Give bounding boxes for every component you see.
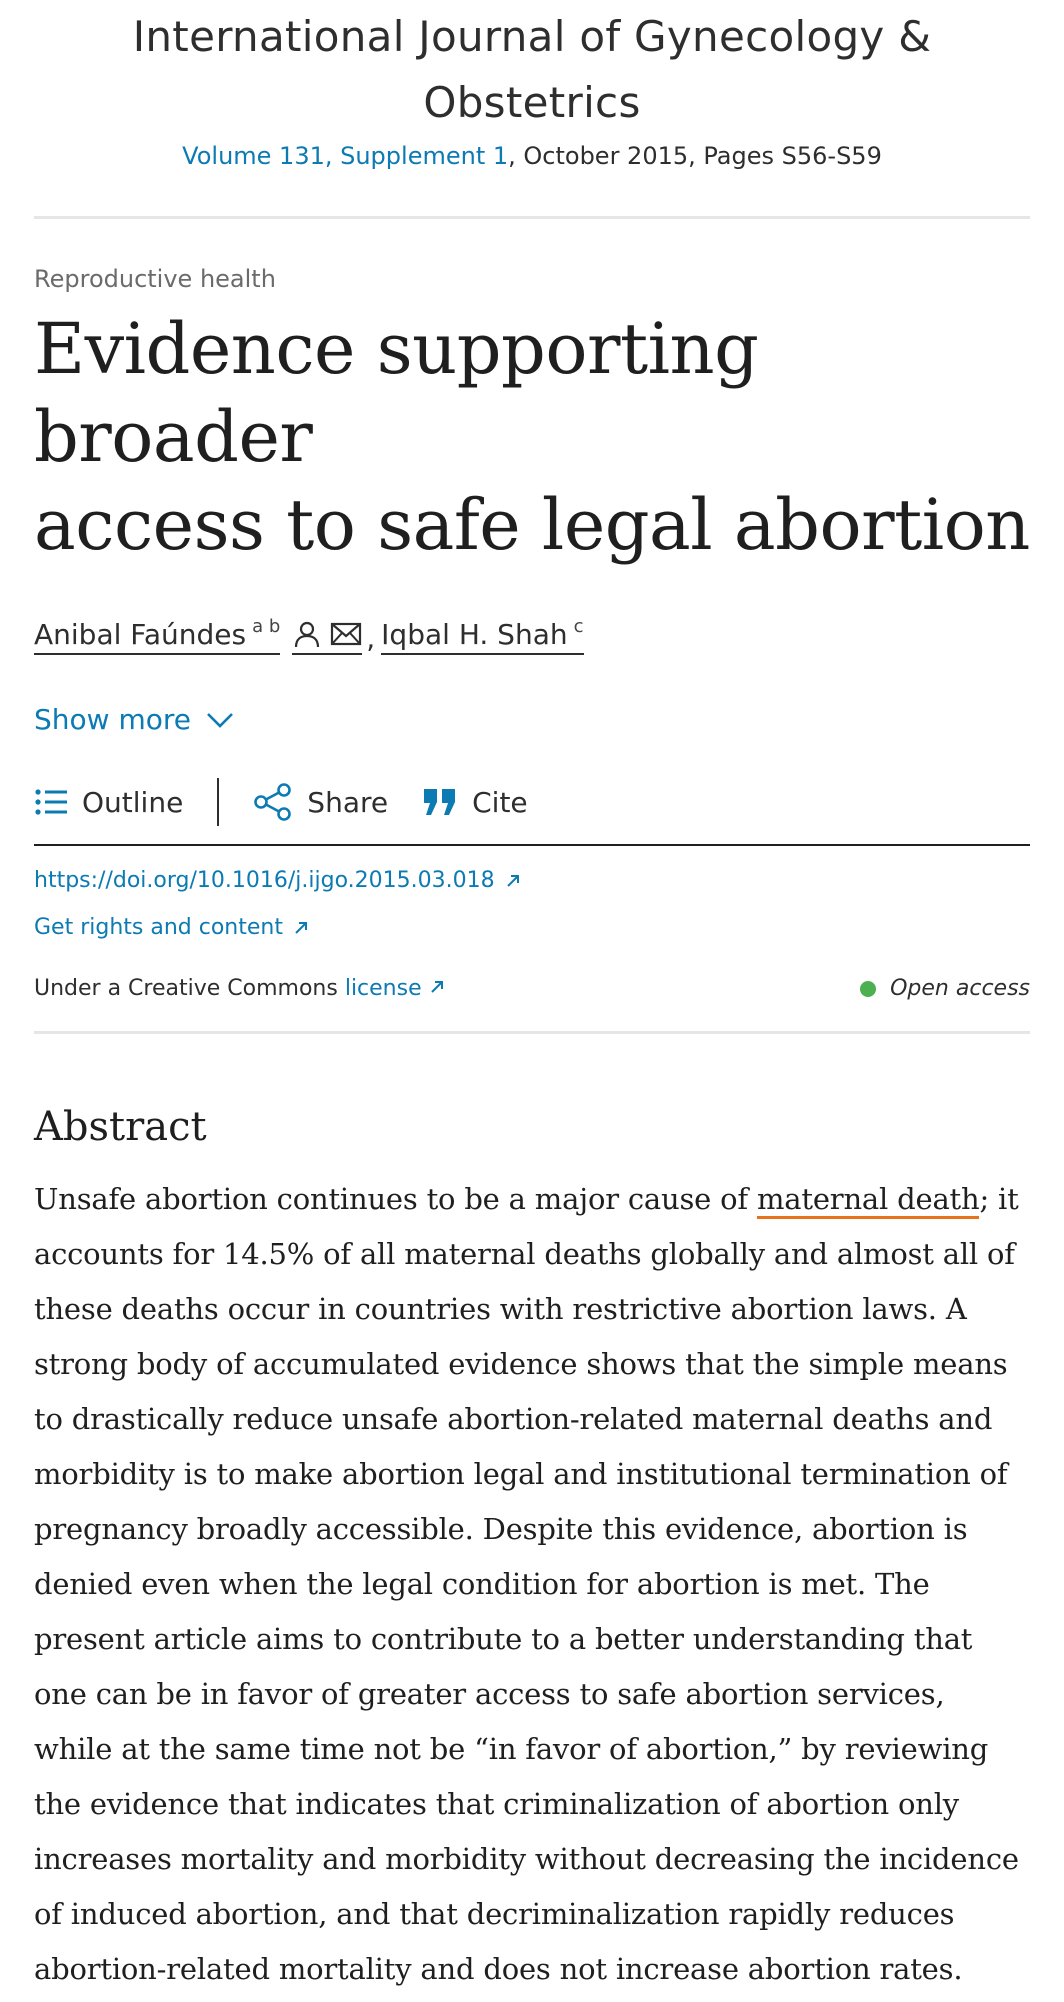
share-icon: [253, 783, 293, 821]
issue-line: [34, 142, 1030, 170]
corresponding-author-icons[interactable]: [292, 617, 362, 655]
license-row: [34, 976, 1030, 1001]
volume-link[interactable]: Volume 131, Supplement 1: [182, 142, 509, 170]
abstract-intro: Unsafe abortion continues to be a major cause of: [34, 1182, 757, 1216]
open-access-badge: [860, 976, 1030, 1001]
journal-title-line-1[interactable]: International Journal of Gynecology &: [132, 12, 932, 61]
metadata-divider: [34, 1031, 1030, 1034]
license-statement: [34, 976, 445, 1001]
author-list: [34, 617, 1030, 655]
author-name: Anibal Faúndes: [34, 618, 247, 651]
abstract-text: [34, 1172, 1030, 1997]
open-access-label: Open access: [890, 976, 1030, 1001]
toolbar-divider-line: [34, 844, 1030, 846]
author-affiliations: c: [573, 616, 584, 637]
abstract-heading: Abstract: [34, 1104, 207, 1150]
chevron-down-icon: [205, 710, 235, 730]
article-category: Reproductive health: [34, 265, 276, 293]
share-button[interactable]: [253, 783, 388, 821]
quote-icon: [422, 787, 458, 817]
article-title-line-2: access to safe legal abortion: [34, 484, 1030, 566]
rights-link[interactable]: [34, 915, 1030, 940]
external-link-icon: [505, 873, 521, 889]
toolbar-divider: [217, 778, 219, 826]
license-link[interactable]: [345, 976, 445, 1001]
cite-label: Cite: [472, 785, 528, 819]
maternal-death-term-link[interactable]: maternal death: [757, 1182, 979, 1219]
doi-text: https://doi.org/10.1016/j.ijgo.2015.03.018: [34, 868, 495, 893]
list-icon: [34, 788, 68, 816]
share-label: Share: [307, 785, 389, 819]
article-title-line-1: Evidence supporting broader: [34, 308, 759, 478]
author-faundes[interactable]: [34, 618, 280, 655]
outline-button[interactable]: [34, 786, 183, 819]
license-link-text: license: [344, 976, 422, 1001]
article-toolbar: [34, 776, 1030, 828]
open-access-dot-icon: [860, 981, 876, 997]
person-icon: [292, 619, 322, 649]
author-shah[interactable]: [381, 618, 583, 655]
author-name: Iqbal H. Shah: [381, 618, 568, 651]
external-link-icon: [429, 979, 445, 995]
author-affiliations: a b: [252, 616, 281, 637]
header-divider: [34, 216, 1030, 219]
journal-title-line-2[interactable]: Obstetrics: [423, 78, 641, 127]
doi-link[interactable]: [34, 868, 1030, 893]
show-more-button[interactable]: [34, 703, 1030, 736]
author-separator: ,: [366, 622, 376, 655]
email-icon: [330, 621, 362, 647]
article-page: [0, 2, 1064, 2002]
show-more-label: Show more: [34, 703, 191, 736]
outline-label: Outline: [82, 785, 184, 819]
license-prefix: Under a Creative Commons: [34, 976, 345, 1001]
article-title: [34, 305, 1030, 569]
journal-title[interactable]: [34, 2, 1030, 136]
issue-details: , October 2015, Pages S56-S59: [508, 142, 882, 170]
cite-button[interactable]: [422, 786, 528, 819]
abstract-body-text: ; it accounts for 14.5% of all maternal deaths globally and almost all of these deaths occur in countries with restrictive abortion laws. A strong body of accumulated evidence shows that the simple means to drastically reduce unsafe abortion-related maternal deaths and morbidity is to make abortion legal and institutional termination of pregnancy broadly accessible. Despite this evidence, abortion is denied even when the legal condition for abortion is met. The present article aims to contribute to a better understanding that one can be in favor of greater access to safe abortion services, while at the same time not be “in favor of abortion,” by reviewing the evidence that indicates that criminalization of abortion only increases mortality and morbidity without decreasing the incidence of induced abortion, and that decriminalization rapidly reduces abortion-related mortality and does not increase abortion rates.: [34, 1182, 1019, 1986]
external-link-icon: [293, 920, 309, 936]
rights-text: Get rights and content: [34, 915, 283, 940]
